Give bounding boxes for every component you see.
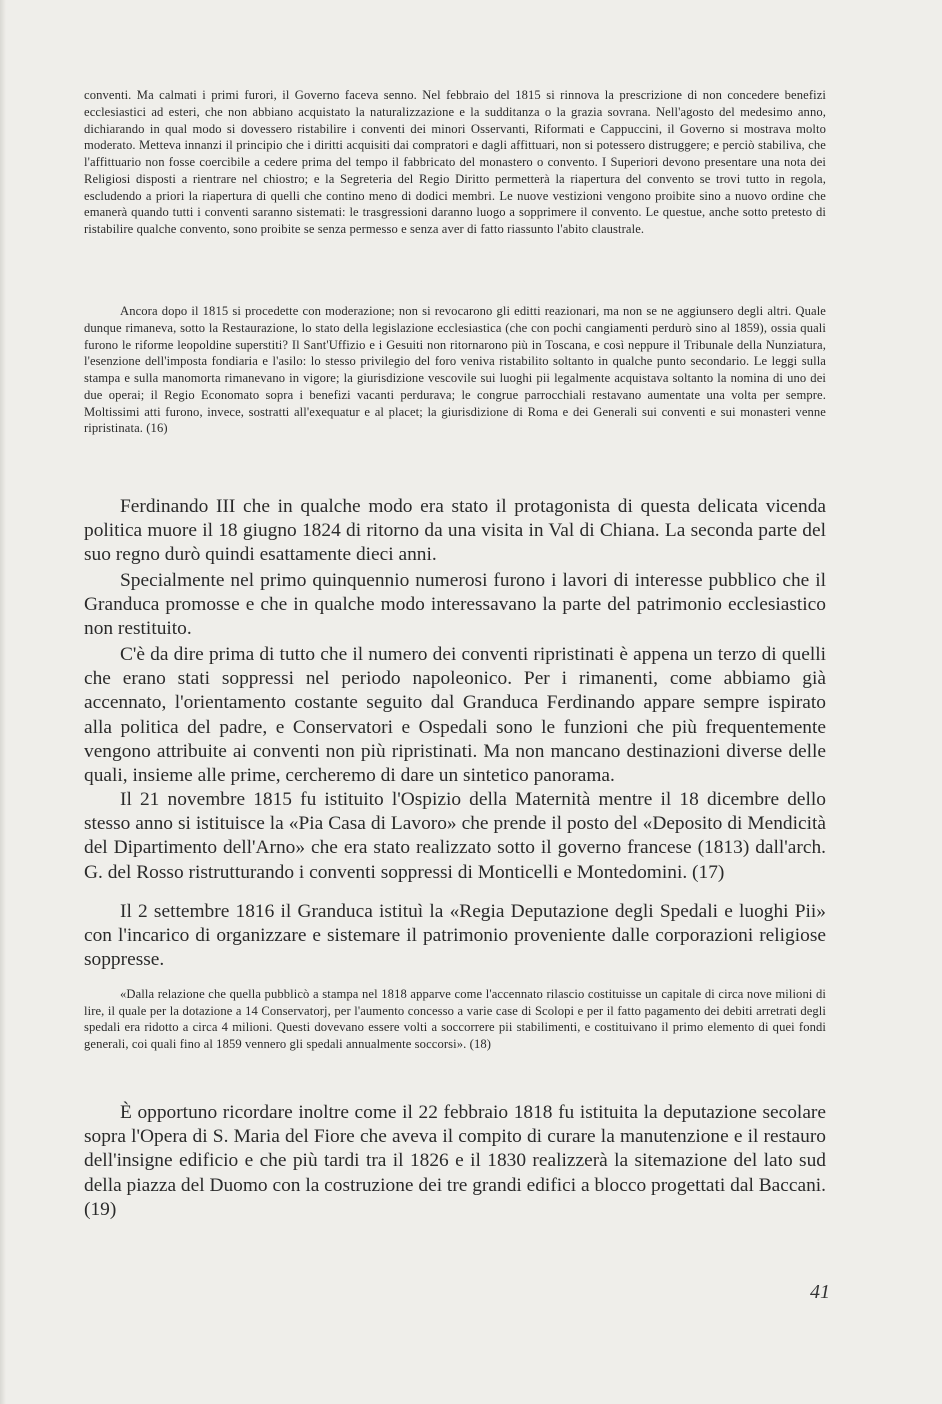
paragraph-ferdinando: Ferdinando III che in qualche modo era stato il protagonista di questa delicata vicenda politica muore il 18 giugno 1824 di ritorno da una visita in Val di Chiana. La seconda parte del suo regno durò quindi esattamente dieci anni. [84, 496, 826, 566]
block-quote-relazione: «Dalla relazione che quella pubblicò a stampa nel 1818 apparve come l'accennato rilascio costituisse un capitale di circa nove milioni di lire, il quale per la dotazione a 14 Conservatorj, per l'aumento concesso a varie case di Scolopi e per il fatto pagamento dei debiti arretrati degli spedali era ridotto a circa 4 milioni. Questi dovevano essere volti a soccorrere pii stabilimenti, e costituivano il primo elemento di quei fondi generali, coi quali fino al 1859 vennero gli spedali annualmente soccorsi». (18) [84, 987, 826, 1051]
paragraph-opera-duomo: È opportuno ricordare inoltre come il 22 febbraio 1818 fu istituita la deputazione secolare sopra l'Opera di S. Maria del Fiore che aveva il compito di curare la manutenzione e il restauro dell'insigne edificio e che più tardi tra il 1826 e il 1830 realizzerà la sitemazione del lato sud della piazza del Duomo con la costruzione dei tre grandi edifici a blocco progettati dal Baccani. (19) [84, 1102, 826, 1220]
paragraph-deputazione: Il 2 settembre 1816 il Granduca istituì la «Regia Deputazione degli Spedali e luoghi Pii» con l'incarico di organizzare e sistemare il patrimonio proveniente dalle corporazioni religiose soppresse. [84, 901, 826, 971]
paragraph-public-works: Specialmente nel primo quinquennio numerosi furono i lavori di interesse pubblico che il Granduca promosse e che in qualche modo interessavano la parte del patrimonio ecclesiastico non restituito. [84, 570, 826, 640]
paragraph-ospizio: Il 21 novembre 1815 fu istituito l'Ospizio della Maternità mentre il 18 dicembre dello stesso anno si istituisce la «Pia Casa di Lavoro» che prende il posto del «Deposito di Mendicità del Dipartimento dell'Arno» che era stato realizzato sotto il governo francese (1813) dall'arch. G. del Rosso ristrutturando i conventi soppressi di Monticelli e Montedomini. (17) [84, 789, 826, 883]
paragraph-quote-restoration: Ancora dopo il 1815 si procedette con moderazione; non si revocarono gli editti reazionari, ma non se ne aggiunsero degli altri. Quale dunque rimaneva, sotto la Restaurazione, lo stato della legislazione ecclesiastica (che con pochi cangiamenti perdurò sino al 1859), ossia quali furono le riforme leopoldine superstiti? Il Sant'Uffizio e i Gesuiti non ritornarono più in Toscana, e così neppure il Tribunale della Nunziatura, l'esenzione dell'imposta fondiaria e l'asilo: lo stesso privilegio del foro veniva ristabilito soltanto in qualche punto secondario. Le leggi sulla stampa e sulla manomorta rimanevano in vigore; la giurisdizione vescovile sui luoghi pii legalmente acquistava soltanto la nomina di uno dei due operai; il Regio Economato sopra i benefizi vacanti perdurava; le congrue parrocchiali restavano aumentate una volta per sempre. Moltissimi atti furono, invece, sostratti all'exequatur e al placet; la giurisdizione di Roma e dei Generali sui conventi e sui monasteri venne ripristinata. (16) [84, 304, 826, 436]
paragraph-convents: C'è da dire prima di tutto che il numero dei conventi ripristinati è appena un terzo di quelli che erano stati soppressi nel periodo napoleonico. Per i rimanenti, come abbiamo già accennato, l'orientamento costante seguito dal Granduca Ferdinando appare sempre ispirato alla politica del padre, e Conservatori e Ospedali sono le funzioni che più frequentemente vengono attribuite ai conventi non più ripristinati. Ma non mancano destinazioni diverse delle quali, insieme alle prime, cercheremo di dare un sintetico panorama. [84, 644, 826, 787]
page-edge [0, 0, 6, 1404]
page-number: 41 [810, 1281, 830, 1303]
paragraph-quote-continuation: conventi. Ma calmati i primi furori, il Governo faceva senno. Nel febbraio del 1815 si rinnova la prescrizione di non concedere benefizi ecclesiastici ad esteri, che non abbiano acquistato la naturalizzazione e la sudditanza o la grazia sovrana. Nell'agosto del medesimo anno, dichiarando in qual modo si dovessero ristabilire i conventi dei minori Osservanti, Riformati e Cappuccini, il Governo si mostrava molto moderato. Metteva innanzi il principio che i diritti acquisiti dai compratori e dagli affittuari, non si potessero distruggere; e perciò stabiliva, che l'affittuario non fosse coercibile a cedere prima del tempo il fabbricato del monastero o convento. I Superiori devono presentare una nota dei Religiosi disposti a rientrare nel chiostro; e la Segreteria del Regio Diritto permetterà la riapertura del convento se trovi tutto in regola, escludendo a priori la riapertura di quelli che contino meno di dodici membri. Le nuove vestizioni vengono proibite sino a nuovo ordine che emanerà quando tutti i conventi saranno sistemati: le trasgressioni daranno luogo a sopprimere il convento. Le questue, anche sotto pretesto di ristabilire qualche convento, sono proibite se senza permesso e senza aver di fatto riassunto l'abito claustrale. [84, 88, 826, 236]
